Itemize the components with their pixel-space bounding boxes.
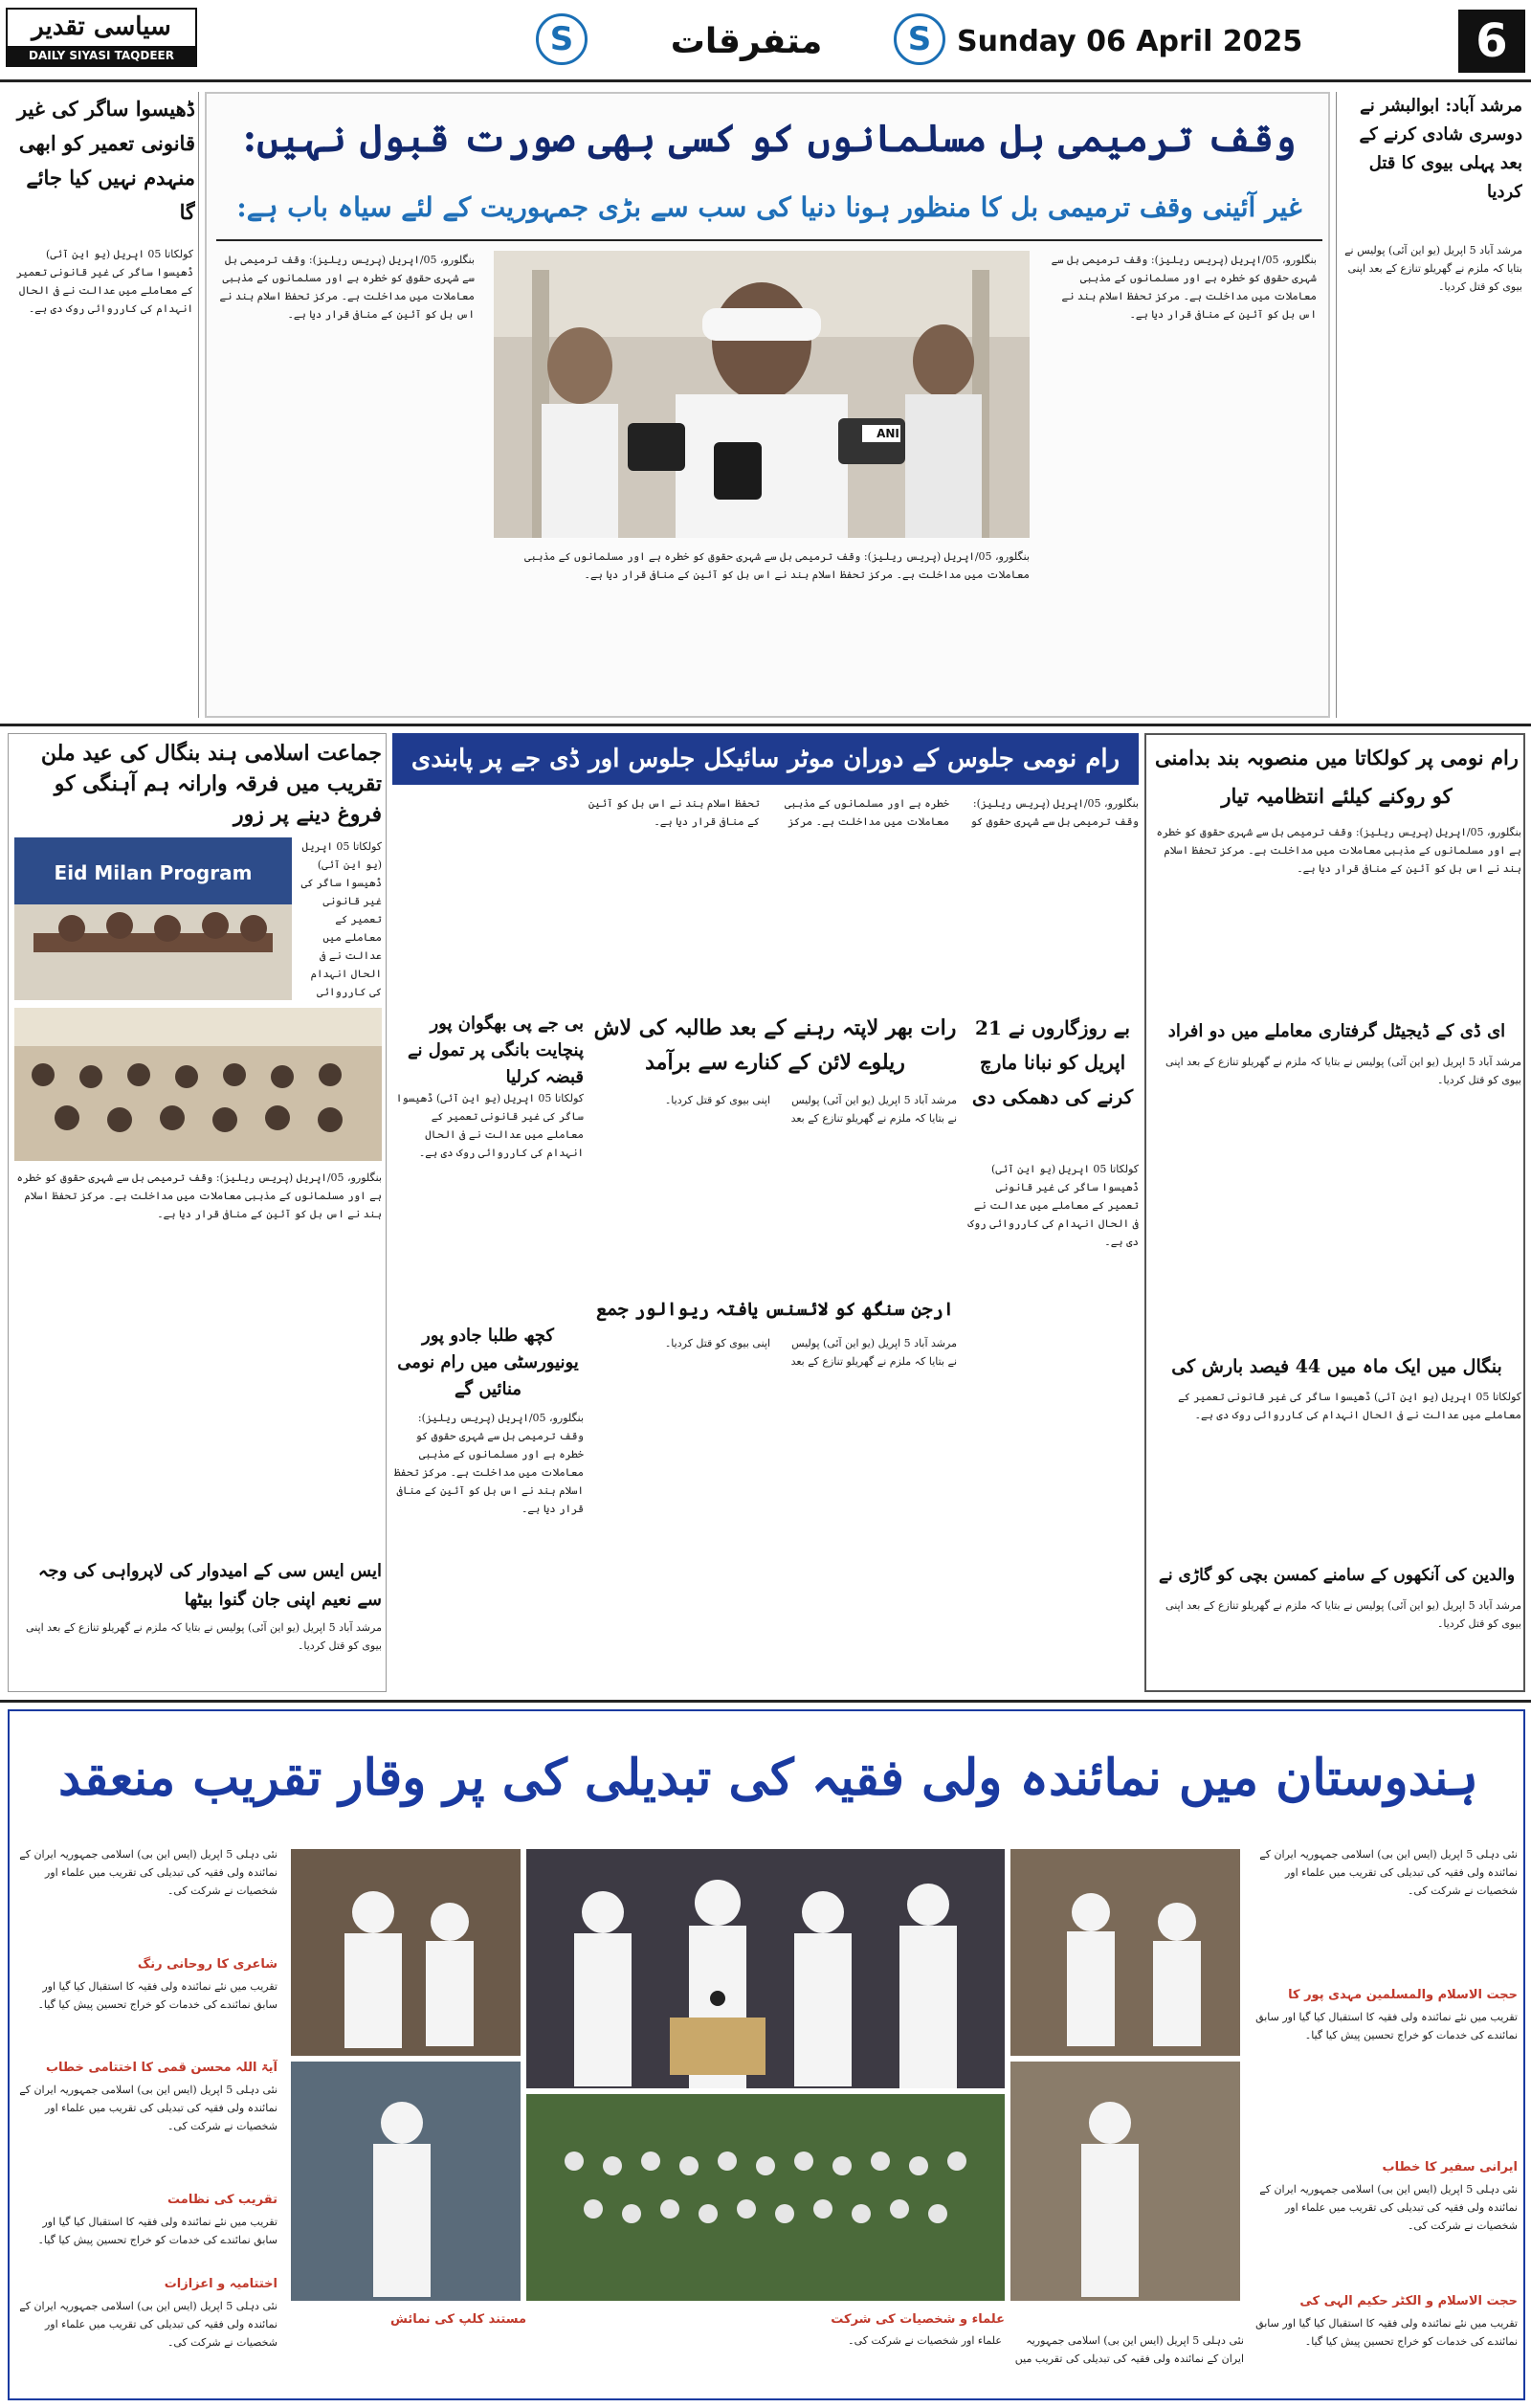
left-story-headline: ڈھیسوا ساگر کی غیر قانونی تعمیر کو ابھی منہدم نہیں کیا جائے گا (16, 97, 195, 224)
subhead-clip: مستند کلپ کی نمائش (389, 2312, 526, 2327)
unemployed-headline: بے روزگاروں نے 21 اپریل کو نبانا مارچ کرنے کی دھمکی دی (971, 1016, 1134, 1108)
lead-story (205, 92, 1330, 718)
lead-headline: وقف ترمیمی بل مسلمانوں کو کسی بھی صورت قبول نہیں: (242, 116, 1297, 161)
bottom-under-collage (287, 2310, 1244, 2395)
emblem-icon-right: S (894, 13, 945, 65)
right-story (1336, 92, 1525, 718)
bottom-left-body-1: نئی دہلی 5 اپریل (ایس این بی) اسلامی جمہوریہ ایران کے نمائندہ ولی فقیہ کی تبدیلی کی تقریب میں علماء اور شخصیات نے شرکت کی۔ (19, 1848, 277, 1897)
unemployed-body: کولکاتا 05 اپریل (یو این آئی) ڈھیسوا ساگر کی غیر قانونی تعمیر کے معاملے میں عدالت نے فی الحال انہدام کی کارروائی روک دی ہے۔ (967, 1163, 1139, 1248)
section-title: متفرقات (670, 22, 823, 61)
lead-body-col-1: بنگلورو، 05/اپریل (پریس ریلیز): وقف ترمیمی بل سے شہری حقوق کو خطرہ ہے اور مسلمانوں کے مذہبی معاملات میں مداخلت ہے۔ مرکز تحفظ اسلام ہند نے اس بل کو آئین کے منافی قرار دیا ہے۔ (1051, 254, 1317, 321)
issue-date: Sunday 06 April 2025 (957, 25, 1303, 58)
jamaat-body-side: کولکاتا 05 اپریل (یو این آئی) ڈھیسوا ساگر کی غیر قانونی تعمیر کے معاملے میں عدالت نے فی الحال انہدام کی کارروائی (300, 840, 382, 998)
audience-photo-illustration (14, 1008, 382, 1161)
child-body: مرشد آباد 5 اپریل (یو این آئی) پولیس نے بتایا کہ ملزم نے گھریلو تنازع کے بعد اپنی بیوی کو قتل کردیا۔ (1165, 1599, 1521, 1630)
ram-navami-banner: رام نومی جلوس کے دوران موٹر سائیکل جلوس اور ڈی جے پر پابندی (392, 733, 1139, 785)
jamaat-body: بنگلورو، 05/اپریل (پریس ریلیز): وقف ترمیمی بل سے شہری حقوق کو خطرہ ہے اور مسلمانوں کے مذہبی معاملات میں مداخلت ہے۔ مرکز تحفظ اسلام ہند نے اس بل کو آئین کے منافی قرار دیا ہے۔ (16, 1171, 382, 1220)
subhead-attendance: علماء و شخصیات کی شرکت (831, 2312, 1005, 2327)
bottom-headline: ہندوستان میں نمائندہ ولی فقیہ کی تبدیلی کی پر وقار تقریب منعقد (57, 1749, 1479, 1807)
page-number: 6 (1458, 10, 1525, 73)
ssc-headline: ایس ایس سی کے امیدوار کی لاپرواہی کی وجہ سے نعیم اپنی جان گنوا بیٹھا (37, 1561, 382, 1610)
logo-english: DAILY SIYASI TAQDEER LUCKNOW (8, 46, 195, 65)
lead-subhead: غیر آئینی وقف ترمیمی بل کا منظور ہونا دنیا کی سب سے بڑی جمہوریت کے لئے سیاہ باب ہے: (236, 191, 1302, 223)
subhead-closing-speech: آیۃ اللہ محسن قمی کا اختتامی خطاب (45, 2061, 277, 2075)
logo-urdu: سیاسی تقدیر (32, 12, 171, 41)
divider (216, 239, 1322, 241)
rain-headline: بنگال میں ایک ماہ میں 44 فیصد بارش کی (1171, 1356, 1502, 1377)
bottom-right-body-2: تقریب میں نئے نمائندہ ولی فقیہ کا استقبال کیا گیا اور سابق نمائندے کی خدمات کو خراج تحسین پیش کیا گیا۔ (1255, 2011, 1518, 2041)
ram-navami-headline: رام نومی پر کولکاتا میں منصوبہ بند بدامنی کو روکنے کیلئے انتظامیہ تیار (1155, 746, 1519, 808)
child-headline: والدین کی آنکھوں کے سامنے کمسن بچی کو گاڑی نے (1158, 1566, 1516, 1585)
rain-body: کولکاتا 05 اپریل (یو این آئی) ڈھیسوا ساگر کی غیر قانونی تعمیر کے معاملے میں عدالت نے فی الحال انہدام کی کارروائی روک دی ہے۔ (1178, 1391, 1521, 1421)
ram-navami-body: بنگلورو، 05/اپریل (پریس ریلیز): وقف ترمیمی بل سے شہری حقوق کو خطرہ ہے اور مسلمانوں کے مذہبی معاملات میں مداخلت ہے۔ مرکز تحفظ اسلام ہند نے اس بل کو آئین کے منافی قرار دیا ہے۔ (1156, 826, 1521, 875)
subhead-ambassador: ایرانی سفیر کا خطاب (1382, 2160, 1518, 2174)
collage-illustration (287, 1845, 1244, 2305)
ed-body: مرشد آباد 5 اپریل (یو این آئی) پولیس نے بتایا کہ ملزم نے گھریلو تنازع کے بعد اپنی بیوی کو قتل کردیا۔ (1165, 1056, 1521, 1086)
bottom-left-body-3: نئی دہلی 5 اپریل (ایس این بی) اسلامی جمہوریہ ایران کے نمائندہ ولی فقیہ کی تبدیلی کی تقریب میں علماء اور شخصیات نے شرکت کی۔ (19, 2084, 277, 2132)
jadavpur-body: بنگلورو، 05/اپریل (پریس ریلیز): وقف ترمیمی بل سے شہری حقوق کو خطرہ ہے اور مسلمانوں کے مذہبی معاملات میں مداخلت ہے۔ مرکز تحفظ اسلام ہند نے اس بل کو آئین کے منافی قرار دیا ہے۔ (394, 1412, 584, 1515)
bottom-left-body-5: نئی دہلی 5 اپریل (ایس این بی) اسلامی جمہوریہ ایران کے نمائندہ ولی فقیہ کی تبدیلی کی تقریب میں علماء اور شخصیات نے شرکت کی۔ (19, 2300, 277, 2349)
bjp-body: کولکاتا 05 اپریل (یو این آئی) ڈھیسوا ساگر کی غیر قانونی تعمیر کے معاملے میں عدالت نے فی الحال انہدام کی کارروائی روک دی ہے۔ (395, 1092, 584, 1159)
photo-banner-text: Eid Milan Program (54, 861, 253, 884)
jamaat-photo-top (14, 837, 292, 1000)
bjp-headline: بی جے پی بھگوان پور پنچایت بانگی پر تمول نے قبضہ کرلیا (407, 1014, 584, 1087)
bottom-right-body-3: نئی دہلی 5 اپریل (ایس این بی) اسلامی جمہوریہ ایران کے نمائندہ ولی فقیہ کی تبدیلی کی تقریب میں علماء اور شخصیات نے شرکت کی۔ (1259, 2183, 1518, 2232)
lead-photo (494, 251, 1030, 538)
left-story (8, 92, 199, 718)
jadavpur-headline: کچھ طلبا جادو پور یونیورسٹی میں رام نومی منائیں گے (397, 1326, 579, 1399)
bottom-left-body-2: تقریب میں نئے نمائندہ ولی فقیہ کا استقبال کیا گیا اور سابق نمائندے کی خدمات کو خراج تحسین پیش کیا گیا۔ (37, 1980, 277, 2011)
lead-photo-illustration (494, 251, 1030, 538)
bottom-right-column (1254, 1845, 1518, 2391)
bottom-left-column (19, 1845, 277, 2391)
subhead-poetry: شاعری کا روحانی رنگ (137, 1957, 277, 1972)
ed-headline: ای ڈی کے ڈیجیٹل گرفتاری معاملے میں دو افراد (1167, 1021, 1506, 1041)
right-story-body: مرشد آباد 5 اپریل (یو این آئی) پولیس نے بتایا کہ ملزم نے گھریلو تنازع کے بعد اپنی بیوی کو قتل کردیا۔ (1344, 244, 1522, 293)
divider (0, 724, 1531, 726)
subhead-hakimelahi: حجت الاسلام و الکٹر حکیم الہی کی (1299, 2294, 1518, 2308)
bottom-right-body-4: تقریب میں نئے نمائندہ ولی فقیہ کا استقبال کیا گیا اور سابق نمائندے کی خدمات کو خراج تحسین پیش کیا گیا۔ (1255, 2317, 1518, 2348)
lead-body-col-2: بنگلورو، 05/اپریل (پریس ریلیز): وقف ترمیمی بل سے شہری حقوق کو خطرہ ہے اور مسلمانوں کے مذہبی معاملات میں مداخلت ہے۔ مرکز تحفظ اسلام ہند نے اس بل کو آئین کے منافی قرار دیا ہے۔ (219, 254, 475, 321)
subhead-mehdipour: حجت الاسلام والمسلمین مہدی پور کا (1288, 1988, 1518, 2002)
ssc-body: مرشد آباد 5 اپریل (یو این آئی) پولیس نے بتایا کہ ملزم نے گھریلو تنازع کے بعد اپنی بیوی کو قتل کردیا۔ (26, 1621, 382, 1652)
bottom-story (8, 1709, 1525, 2400)
right-story-headline: مرشد آباد: ابوالبشر نے دوسری شادی کرنے کے بعد پہلی بیوی کا قتل کردیا (1359, 96, 1522, 202)
missing-girl-body: مرشد آباد 5 اپریل (یو این آئی) پولیس نے بتایا کہ ملزم نے گھریلو تنازع کے بعد اپنی بیوی کو قتل کردیا۔ (664, 1094, 957, 1125)
jamaat-story (8, 733, 387, 1692)
photo-credit-label: ANI (876, 427, 899, 440)
left-story-body: کولکاتا 05 اپریل (یو این آئی) ڈھیسوا ساگر کی غیر قانونی تعمیر کے معاملے میں عدالت نے فی الحال انہدام کی کارروائی روک دی ہے۔ (15, 248, 193, 315)
banner-story-body: بنگلورو، 05/اپریل (پریس ریلیز): وقف ترمیمی بل سے شہری حقوق کو خطرہ ہے اور مسلمانوں کے مذہبی معاملات میں مداخلت ہے۔ مرکز تحفظ اسلام ہند نے اس بل کو آئین کے منافی قرار دیا ہے۔ (588, 797, 1139, 828)
ram-navami-kolkata-story (1144, 733, 1525, 1692)
masthead (0, 0, 1531, 82)
missing-girl-headline: رات بھر لاپتہ رہنے کے بعد طالبہ کی لاش ریلوے لائن کے کنارے سے برآمد (593, 1015, 957, 1075)
bottom-right-body-1: نئی دہلی 5 اپریل (ایس این بی) اسلامی جمہوریہ ایران کے نمائندہ ولی فقیہ کی تبدیلی کی تقریب میں علماء اور شخصیات نے شرکت کی۔ (1259, 1848, 1518, 1897)
jamaat-headline: جماعت اسلامی ہند بنگال کی عید ملن تقریب میں فرقہ وارانہ ہم آہنگی کو فروغ دینے پر زور (40, 741, 382, 827)
lead-body-col-3: بنگلورو، 05/اپریل (پریس ریلیز): وقف ترمیمی بل سے شہری حقوق کو خطرہ ہے اور مسلمانوں کے مذہبی معاملات میں مداخلت ہے۔ مرکز تحفظ اسلام ہند نے اس بل کو آئین کے منافی قرار دیا ہے۔ (524, 550, 1030, 581)
arms-body: مرشد آباد 5 اپریل (یو این آئی) پولیس نے بتایا کہ ملزم نے گھریلو تنازع کے بعد اپنی بیوی کو قتل کردیا۔ (664, 1337, 957, 1368)
subhead-hosting: تقریب کی نظامت (167, 2193, 277, 2207)
emblem-icon: S (536, 13, 588, 65)
middle-center (392, 733, 1139, 1692)
jamaat-photo-bottom (14, 1008, 382, 1161)
bottom-under-body: نئی دہلی 5 اپریل (ایس این بی) اسلامی جمہوریہ ایران کے نمائندہ ولی فقیہ کی تبدیلی کی تقریب میں علماء اور شخصیات نے شرکت کی۔ (848, 2334, 1244, 2365)
newspaper-logo[interactable] (6, 8, 197, 81)
photo-collage (287, 1845, 1244, 2305)
subhead-awards: اختتامیہ و اعزازات (164, 2277, 277, 2291)
divider (0, 1700, 1531, 1703)
arms-headline: ارجن سنگھ کو لائسنس یافتہ ریوالور جمع (596, 1299, 954, 1320)
bottom-left-body-4: تقریب میں نئے نمائندہ ولی فقیہ کا استقبال کیا گیا اور سابق نمائندے کی خدمات کو خراج تحسین پیش کیا گیا۔ (37, 2216, 277, 2246)
